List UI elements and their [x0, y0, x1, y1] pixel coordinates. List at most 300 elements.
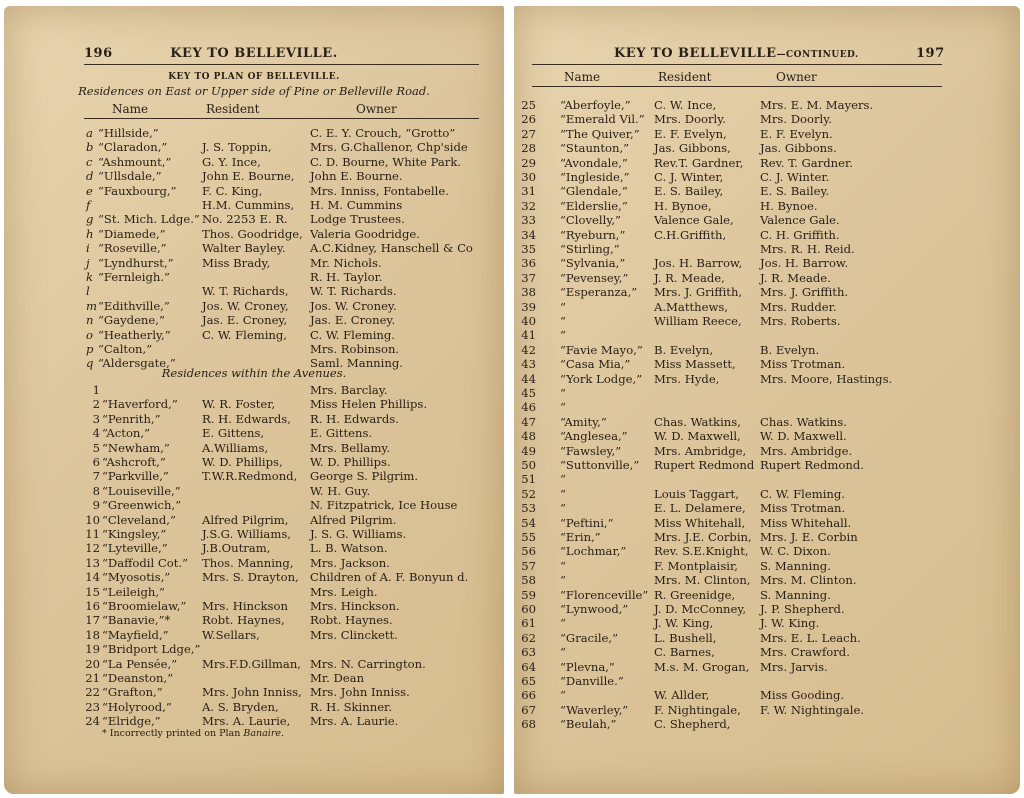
residence-name: “Ashmount,”	[98, 154, 172, 169]
row-index: 37	[521, 270, 536, 285]
residence-name: “Ashcroft,”	[102, 455, 166, 469]
row-index: 16	[85, 599, 100, 613]
row-index: 8	[92, 483, 100, 498]
table-row	[4, 397, 504, 411]
resident-name: E. F. Evelyn,	[654, 126, 727, 141]
table-row	[4, 412, 504, 426]
owner-name: Lodge Trustees.	[310, 212, 405, 227]
residence-name: “Gaydene,”	[98, 313, 165, 328]
table-row	[514, 372, 1014, 386]
owner-name: W. H. Guy.	[310, 483, 371, 498]
residence-name: “	[560, 645, 566, 660]
residence-name: “Peftini,”	[560, 515, 614, 530]
residence-name: “Bridport Ldge,”	[102, 642, 201, 657]
owner-name: C. J. Winter.	[760, 170, 830, 184]
owner-name: C. D. Bourne, White Park.	[310, 154, 462, 169]
table-row	[4, 126, 504, 140]
resident-name: E. L. Delamere,	[654, 501, 746, 516]
table-row	[4, 328, 504, 342]
owner-name: N. Fitzpatrick, Ice House	[310, 498, 458, 513]
owner-name: Jos. H. Barrow.	[760, 256, 849, 271]
page-title-right-suffix: —CONTINUED.	[776, 50, 859, 60]
owner-name: Mr. Nichols.	[310, 255, 382, 270]
table-row	[4, 628, 504, 642]
resident-name: Miss Whitehall,	[654, 515, 746, 530]
resident-name: Mrs.F.D.Gillman,	[202, 656, 301, 671]
owner-name: C. W. Fleming.	[310, 327, 395, 342]
table-row	[514, 415, 1014, 429]
owner-name: Mrs. Jackson.	[310, 555, 390, 570]
owner-name: Mrs. Inniss, Fontabelle.	[310, 183, 449, 198]
table-row	[4, 212, 504, 226]
owner-name: Miss Whitehall.	[760, 515, 852, 530]
resident-name: Rev.T. Gardner,	[654, 155, 744, 170]
owner-name: Mrs. E. L. Leach.	[760, 630, 861, 645]
resident-name: F. Montplaisir,	[654, 558, 738, 573]
residence-name: “Anglesea,”	[560, 429, 628, 444]
resident-name: A.Matthews,	[654, 299, 729, 314]
table-row	[4, 585, 504, 599]
row-index: 59	[521, 587, 536, 602]
owner-name: J. W. King.	[760, 616, 820, 631]
owner-name: S. Manning.	[760, 587, 831, 602]
owner-name: Mrs. Rudder.	[760, 299, 837, 314]
table-row	[514, 429, 1014, 443]
resident-name: Mrs. John Inniss,	[202, 685, 302, 700]
resident-name: Thos. Manning,	[202, 555, 294, 570]
row-index: 63	[521, 645, 536, 660]
owner-name: Mrs. Doorly.	[760, 112, 832, 127]
residence-name: “Holyrood,”	[102, 699, 172, 714]
resident-name: H. Bynoe,	[654, 198, 712, 213]
table-row	[4, 671, 504, 685]
resident-name: H.M. Cummins,	[202, 198, 295, 212]
owner-name: Robt. Haynes.	[310, 613, 393, 628]
table-row	[4, 198, 504, 212]
row-index: i	[86, 241, 90, 256]
table-row	[514, 314, 1014, 328]
resident-name: John E. Bourne,	[202, 169, 295, 184]
resident-name: Alfred Pilgrim,	[202, 512, 289, 527]
resident-name: Jos. H. Barrow,	[654, 256, 743, 271]
resident-name: Miss Massett,	[654, 357, 736, 372]
owner-name: Rev. T. Gardner.	[760, 155, 853, 170]
owner-name: J. R. Meade.	[760, 270, 831, 285]
row-index: 32	[521, 198, 536, 213]
residence-name: “Fawsley,”	[560, 443, 622, 458]
table-row	[514, 127, 1014, 141]
row-index: 38	[521, 285, 536, 300]
owner-name: Mrs. M. Clinton.	[760, 573, 857, 588]
residence-name: “Elridge,”	[102, 714, 161, 729]
resident-name: C.H.Griffith,	[654, 227, 727, 242]
table-row	[514, 660, 1014, 674]
residence-name: “	[560, 573, 566, 588]
residence-name: “Cleveland,”	[102, 512, 176, 527]
table-row	[514, 501, 1014, 515]
table-row	[514, 357, 1014, 371]
resident-name: A. S. Bryden,	[202, 699, 279, 714]
owner-name: R. H. Edwards.	[310, 411, 399, 426]
resident-name: M.s. M. Grogan,	[654, 659, 750, 674]
section-avenues-heading: Residences within the Avenues.	[161, 366, 347, 380]
resident-name: Mrs. S. Drayton,	[202, 570, 299, 585]
table-row	[514, 256, 1014, 270]
table-row	[4, 527, 504, 541]
table-row	[4, 714, 504, 728]
row-index: 47	[521, 414, 536, 429]
footnote	[102, 728, 284, 739]
residence-name: “Hillside,”	[98, 126, 159, 140]
table-row	[514, 458, 1014, 472]
row-index: a	[86, 126, 93, 140]
owner-name: Miss Trotman.	[760, 501, 846, 516]
residence-name: “	[560, 501, 566, 516]
resident-name: E. Gittens,	[202, 426, 265, 441]
resident-name: G. Y. Ince,	[202, 154, 261, 169]
table-row	[514, 242, 1014, 256]
residence-name: “Clovelly,”	[560, 213, 621, 228]
resident-name: No. 2253 E. R.	[202, 212, 288, 227]
residence-name: “Leileigh,”	[102, 584, 165, 599]
residence-name: “Fernleigh.”	[98, 270, 170, 284]
residence-name: “Lynwood,”	[560, 602, 629, 616]
row-index: n	[86, 313, 94, 328]
residence-name: “Esperanza,”	[560, 285, 638, 300]
table-row	[4, 642, 504, 656]
table-row	[4, 426, 504, 440]
column-rule-left	[84, 118, 479, 119]
residence-name: “Claradon,”	[98, 140, 168, 155]
row-index: 12	[85, 541, 100, 556]
owner-name: John E. Bourne.	[310, 169, 403, 184]
table-row	[514, 616, 1014, 630]
table-row	[514, 544, 1014, 558]
resident-name: R. Greenidge,	[654, 587, 736, 602]
residence-name: “St. Mich. Ldge.”	[98, 212, 200, 227]
column-header-owner-left: Owner	[356, 102, 397, 116]
residence-name: “	[560, 472, 566, 487]
row-index: 20	[85, 656, 100, 671]
residence-name: “	[560, 299, 566, 314]
table-row	[4, 227, 504, 241]
resident-name: Walter Bayley.	[202, 241, 286, 256]
residence-name: “Lyndhurst,”	[98, 255, 174, 270]
table-row	[514, 703, 1014, 717]
resident-name: Mrs. Hinckson	[202, 599, 288, 613]
owner-name: Mrs. G.Challenor, Chp'side	[310, 140, 468, 155]
table-row	[4, 140, 504, 154]
table-row	[4, 241, 504, 255]
table-row	[514, 559, 1014, 573]
resident-name: J. S. Toppin,	[202, 140, 272, 155]
table-row	[514, 343, 1014, 357]
row-index: 58	[521, 573, 536, 588]
row-index: m	[86, 298, 97, 313]
owner-name: Miss Helen Phillips.	[310, 397, 428, 412]
row-index: 42	[521, 342, 536, 357]
owner-name: Jas. Gibbons.	[760, 141, 837, 156]
resident-name: C. J. Winter,	[654, 170, 724, 184]
residence-name: “Myosotis,”	[102, 570, 171, 585]
table-row	[4, 657, 504, 671]
resident-name: C. Shepherd,	[654, 717, 731, 732]
residence-name: “Erin,”	[560, 530, 601, 544]
residence-name: “Suttonville,”	[560, 458, 640, 472]
row-index: 11	[85, 527, 100, 541]
residence-name: “Heatherly,”	[98, 327, 171, 342]
row-index: e	[86, 183, 93, 198]
row-index: 4	[92, 426, 100, 441]
residence-name: “Pevensey,”	[560, 270, 629, 285]
owner-name: Saml. Manning.	[310, 356, 403, 371]
residence-name: “Gracile,”	[560, 630, 619, 645]
row-index: 49	[521, 443, 536, 458]
resident-name: Mrs. Doorly.	[654, 112, 726, 127]
residence-name: “Lochmar,”	[560, 544, 627, 559]
resident-name: Louis Taggart,	[654, 486, 739, 501]
table-row	[514, 588, 1014, 602]
residence-name: “Penrith,”	[102, 411, 161, 426]
resident-name: F. C. King,	[202, 183, 263, 198]
resident-name: J. R. Meade,	[654, 270, 725, 285]
header-rule-right	[532, 64, 942, 65]
table-row	[4, 455, 504, 469]
owner-name: George S. Pilgrim.	[310, 469, 419, 484]
resident-name: Miss Brady,	[202, 255, 271, 270]
owner-name: R. H. Skinner.	[310, 699, 393, 714]
right-page	[514, 6, 1020, 794]
resident-name: Rev. S.E.Knight,	[654, 544, 749, 559]
owner-name: W. C. Dixon.	[760, 544, 831, 559]
row-index: 33	[521, 213, 536, 228]
owner-name: Valeria Goodridge.	[310, 226, 420, 241]
residence-name: “York Lodge,”	[560, 371, 643, 386]
row-index: 65	[521, 674, 536, 688]
residence-name: “	[560, 400, 566, 415]
row-index: 51	[521, 472, 536, 487]
row-index: 27	[521, 126, 536, 141]
row-index: 31	[521, 184, 536, 199]
row-index: 22	[85, 685, 100, 700]
owner-name: Mrs. Jarvis.	[760, 659, 828, 674]
resident-name: William Reece,	[654, 314, 742, 328]
row-index: 39	[521, 299, 536, 314]
row-index: j	[86, 255, 90, 270]
row-index: 17	[85, 613, 100, 628]
resident-name: Jas. Gibbons,	[654, 141, 731, 156]
table-row	[514, 170, 1014, 184]
column-header-name-left: Name	[112, 102, 149, 116]
row-index: 45	[521, 386, 536, 400]
owner-name: W. D. Phillips.	[310, 455, 391, 469]
column-rule-right	[532, 86, 942, 87]
table-row	[514, 602, 1014, 616]
table-row	[4, 270, 504, 284]
table-row	[4, 541, 504, 555]
owner-name: E. Gittens.	[310, 426, 373, 441]
owner-name: J. S. G. Williams.	[310, 527, 407, 541]
table-row	[514, 573, 1014, 587]
owner-name: Mrs. Crawford.	[760, 645, 850, 660]
row-index: 40	[521, 314, 536, 328]
row-index: 23	[85, 699, 100, 714]
page-number-left: 196	[84, 46, 113, 61]
row-index: 24	[85, 714, 100, 729]
residence-name: “Lyteville,”	[102, 541, 168, 556]
resident-name: Mrs. Ambridge,	[654, 443, 747, 458]
left-page	[4, 6, 504, 794]
resident-name: C. Barnes,	[654, 645, 715, 660]
resident-name: C. W. Fleming,	[202, 327, 287, 342]
residence-name: “Aberfoyle,”	[560, 98, 631, 112]
residence-name: “Plevna,”	[560, 659, 615, 674]
table-row	[514, 285, 1014, 299]
table-row	[514, 472, 1014, 486]
row-index: 19	[85, 642, 100, 657]
table-row	[4, 613, 504, 627]
resident-name: J. W. King,	[654, 616, 714, 631]
owner-name: Mrs. Barclay.	[310, 383, 388, 397]
owner-name: A.C.Kidney, Hanschell & Co	[310, 241, 473, 256]
resident-name: R. H. Edwards,	[202, 411, 291, 426]
column-header-resident-right: Resident	[658, 70, 712, 84]
row-index: 44	[521, 371, 536, 386]
table-row	[514, 516, 1014, 530]
resident-name: Mrs. M. Clinton,	[654, 573, 751, 588]
resident-name: Valence Gale,	[654, 213, 734, 228]
owner-name: W. T. Richards.	[310, 284, 397, 299]
residence-name: “	[560, 688, 566, 703]
resident-name: W. Allder,	[654, 688, 710, 703]
row-index: 60	[521, 602, 536, 616]
resident-name: J. D. McConney,	[654, 602, 747, 616]
owner-name: Mrs. E. M. Mayers.	[760, 98, 874, 112]
table-row	[4, 441, 504, 455]
row-index: 61	[521, 616, 536, 631]
residence-name: “Florenceville”	[560, 587, 649, 602]
row-index: 36	[521, 256, 536, 271]
row-index: 68	[521, 717, 536, 732]
owner-name: Mrs. John Inniss.	[310, 685, 410, 700]
table-row	[4, 383, 504, 397]
resident-name: W. D. Phillips,	[202, 455, 283, 469]
residence-name: “La Pensée,”	[102, 656, 178, 671]
residence-name: “Calton,”	[98, 342, 153, 356]
residence-name: “Newham,”	[102, 440, 170, 455]
resident-name: Jos. W. Croney,	[202, 298, 289, 313]
residence-name: “Stirling,”	[560, 242, 620, 256]
table-row	[514, 213, 1014, 227]
row-index: g	[86, 212, 94, 227]
row-index: l	[86, 284, 90, 299]
table-row	[514, 645, 1014, 659]
row-index: 66	[521, 688, 536, 703]
resident-name: Mrs. J. Griffith,	[654, 285, 743, 300]
row-index: 10	[85, 512, 100, 527]
residence-name: “Daffodil Cot.”	[102, 555, 188, 570]
residence-name: “Acton,”	[102, 426, 151, 441]
residence-name: “Amity,”	[560, 414, 607, 429]
residence-name: “	[560, 386, 566, 400]
row-index: 50	[521, 458, 536, 472]
owner-name: Alfred Pilgrim.	[310, 512, 397, 527]
residence-name: “Haverford,”	[102, 397, 178, 412]
residence-name: “Glendale,”	[560, 184, 628, 199]
table-row	[4, 599, 504, 613]
owner-name: Rupert Redmond.	[760, 458, 864, 472]
table-row	[4, 484, 504, 498]
row-index: 7	[92, 469, 100, 484]
residence-name: “Greenwich,”	[102, 498, 182, 513]
resident-name: J.S.G. Williams,	[202, 527, 291, 541]
residence-name: “Broomielaw,”	[102, 599, 187, 613]
resident-name: Mrs. Hyde,	[654, 371, 720, 386]
residence-name: “Mayfield,”	[102, 627, 169, 642]
resident-name: Rupert Redmond	[654, 458, 755, 472]
row-index: 34	[521, 227, 536, 242]
table-row	[4, 169, 504, 183]
owner-name: Mrs. A. Laurie.	[310, 714, 399, 729]
table-row	[514, 386, 1014, 400]
resident-name: Thos. Goodridge,	[202, 226, 303, 241]
row-index: 26	[521, 112, 536, 127]
owner-name: W. D. Maxwell.	[760, 429, 847, 444]
table-row	[514, 271, 1014, 285]
row-index: 41	[521, 328, 536, 343]
row-index: 21	[85, 671, 100, 685]
table-row	[514, 199, 1014, 213]
row-index: 57	[521, 558, 536, 573]
residence-name: “	[560, 486, 566, 501]
table-row	[4, 685, 504, 699]
residence-name: “Sylvania,”	[560, 256, 626, 271]
row-index: 64	[521, 659, 536, 674]
resident-name: A.Williams,	[202, 440, 269, 455]
owner-name: E. S. Bailey.	[760, 184, 830, 199]
residence-name: “	[560, 558, 566, 573]
table-row	[4, 700, 504, 714]
owner-name: R. H. Taylor.	[310, 270, 383, 284]
resident-name: L. Bushell,	[654, 630, 717, 645]
header-rule-left	[84, 64, 479, 65]
residence-name: “Staunton,”	[560, 141, 630, 156]
owner-name: S. Manning.	[760, 558, 831, 573]
row-index: 1	[92, 383, 100, 397]
owner-name: J. P. Shepherd.	[760, 602, 845, 616]
residence-name: “Fauxbourg,”	[98, 183, 177, 198]
owner-name: Mrs. J. E. Corbin	[760, 530, 858, 544]
column-header-owner-right: Owner	[776, 70, 817, 84]
row-index: 48	[521, 429, 536, 444]
row-index: 29	[521, 155, 536, 170]
table-row	[4, 256, 504, 270]
resident-name: W. R. Foster,	[202, 397, 276, 412]
owner-name: Jas. E. Croney.	[310, 313, 396, 328]
page-number-right: 197	[916, 46, 945, 61]
table-row	[514, 300, 1014, 314]
resident-name: Chas. Watkins,	[654, 414, 741, 429]
residence-name: “Deanston,”	[102, 671, 174, 685]
table-row	[4, 556, 504, 570]
residence-name: “Danville.”	[560, 674, 624, 688]
table-row	[4, 342, 504, 356]
residence-name: “Ullsdale,”	[98, 169, 162, 184]
resident-name: W. T. Richards,	[202, 284, 289, 299]
owner-name: Mrs. Robinson.	[310, 342, 400, 356]
owner-name: C. H. Griffith.	[760, 227, 840, 242]
row-index: 5	[92, 440, 100, 455]
